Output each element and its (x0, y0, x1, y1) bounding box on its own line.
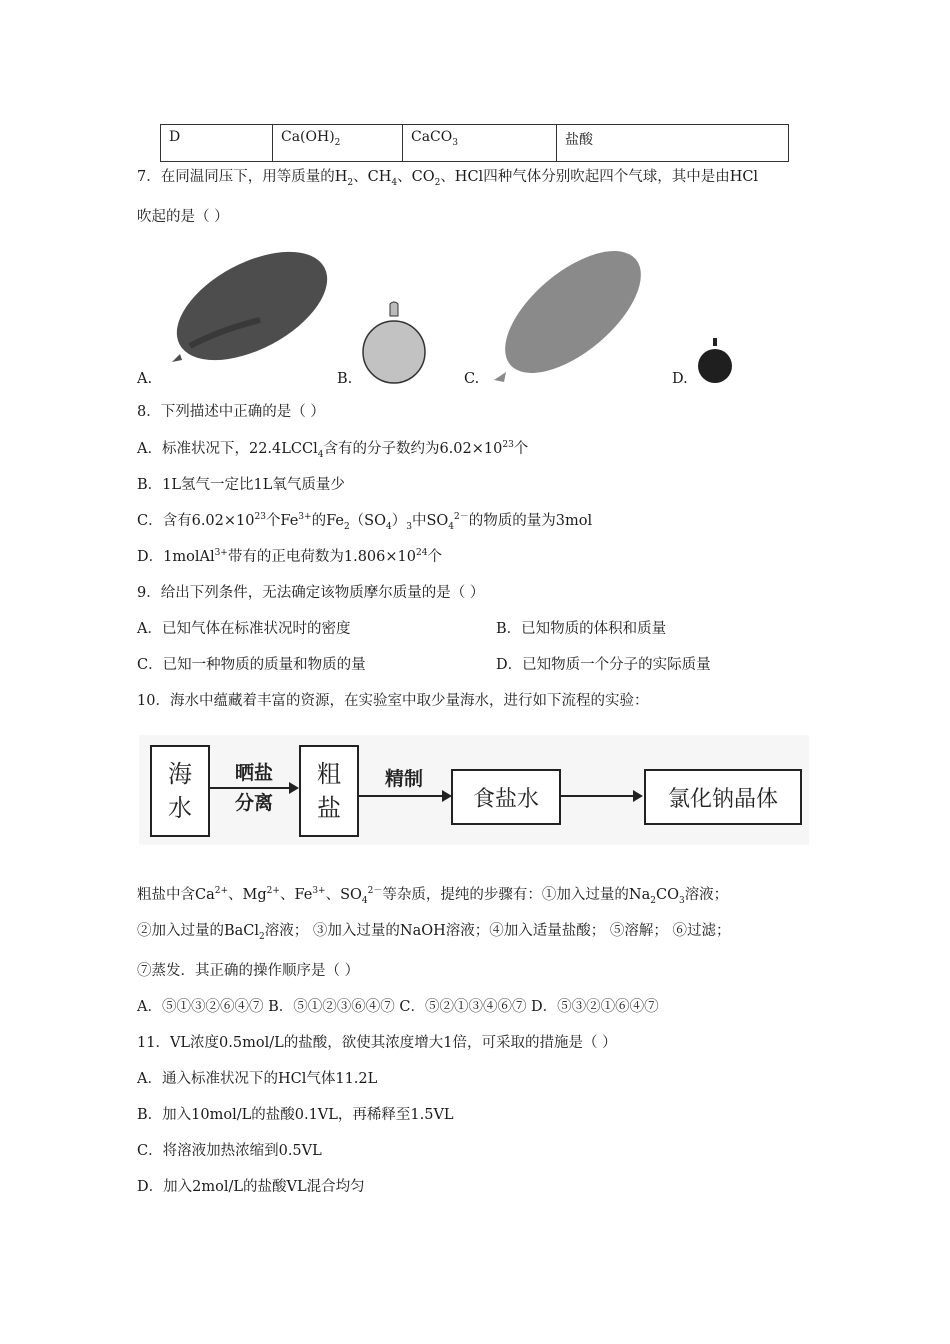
table-cell-reagent1: $Ca(OH)_2$ (273, 125, 403, 162)
q8-option-d: D．1molAl$^{3+}$带有的正电荷数为$1.806\times 10^{24}$个 (137, 548, 442, 565)
q8-option-c: C．含有$6.02\times 10^{23}$个$Fe^{3+}$的$Fe_2(SO_4)_3$中$SO_4^{2-}$的物质的量为3mol (137, 512, 593, 532)
q11-option-d: D．加入2mol/L的盐酸VL混合均匀 (137, 1179, 365, 1195)
flow-box-nacl-crystal: 氯化钠晶体 (644, 769, 802, 825)
q9-option-a: A．已知气体在标准状况时的密度 (137, 621, 351, 637)
q7-option-d-label: D. (672, 371, 688, 387)
q8-stem: 8．下列描述中正确的是（ ） (137, 404, 325, 420)
q7-option-a-label: A. (137, 371, 153, 387)
flow-label-refine: 精制 (384, 768, 423, 790)
q9-option-c: C．已知一种物质的质量和物质的量 (137, 657, 366, 673)
q11-option-a: A．通入标准状况下的HCl气体11.2L (137, 1071, 378, 1087)
q7-option-c-label: C. (464, 371, 480, 387)
table-row (161, 125, 789, 162)
flow-label-separate: 分离 (234, 792, 273, 814)
table-cell-option: D (161, 125, 273, 162)
balloon-c-image (488, 250, 648, 390)
balloon-b-image (360, 300, 430, 390)
arrow-head-icon (289, 782, 299, 794)
q9-stem: 9．给出下列条件，无法确定该物质摩尔质量的是（ ） (137, 585, 485, 601)
q7-option-b-label: B. (337, 371, 353, 387)
q8-option-a: A．标准状况下，22.4LCCl$_4$含有的分子数约为$6.02\times 10^{23}$个 (137, 440, 529, 460)
q8-option-b: B．1L氢气一定比1L氧气质量少 (137, 477, 345, 493)
balloon-d-image (695, 338, 740, 388)
flow-box-brine: 食盐水 (451, 769, 561, 825)
q10-para-line2: ②加入过量的BaCl$_2$溶液； ③加入过量的NaOH溶液；④加入适量盐酸； ⑤溶解； ⑥过滤； (137, 923, 731, 942)
balloon-a-image (160, 250, 335, 390)
q9-option-b: B．已知物质的体积和质量 (496, 621, 667, 637)
q10-options: A．⑤①③②⑥④⑦ B．⑤①②③⑥④⑦ C．⑤②①③④⑥⑦ D．⑤③②①⑥④⑦ (137, 999, 659, 1015)
flow-box-seawater: 海 水 (150, 745, 210, 837)
q11-option-b: B．加入10mol/L的盐酸0.1VL，再稀释至1.5VL (137, 1107, 454, 1123)
flow-label-evaporate: 晒盐 (234, 762, 273, 784)
q7-stem-line2: 吹起的是（ ） (137, 209, 229, 225)
q9-option-d: D．已知物质一个分子的实际质量 (496, 657, 711, 673)
salt-process-flowchart (139, 735, 809, 845)
table-cell-reagent3: 盐酸 (557, 125, 789, 162)
q10-para-line3: ⑦蒸发．其正确的操作顺序是（ ） (137, 963, 360, 979)
q7-stem-line1: 7．在同温同压下，用等质量的$H_2$、$CH_4$、$CO_2$、HCl四种气体分别吹起四个气球，其中是由HCl (137, 169, 759, 188)
answer-table-row (160, 124, 789, 162)
q11-option-c: C．将溶液加热浓缩到0.5VL (137, 1143, 322, 1159)
q10-para-line1: 粗盐中含$Ca^{2+}$、$Mg^{2+}$、$Fe^{3+}$、$SO_4^{2-}$等杂质，提纯的步骤有：①加入过量的$Na_2CO_3$溶液； (137, 886, 729, 906)
q10-stem: 10．海水中蕴藏着丰富的资源，在实验室中取少量海水，进行如下流程的实验： (137, 693, 649, 709)
arrow-head-icon (633, 790, 643, 802)
flow-box-crude-salt: 粗 盐 (299, 745, 359, 837)
q11-stem: 11．VL浓度0.5mol/L的盐酸，欲使其浓度增大1倍，可采取的措施是（ ） (137, 1035, 617, 1051)
table-cell-reagent2: CaCO$_3$ (403, 125, 557, 162)
